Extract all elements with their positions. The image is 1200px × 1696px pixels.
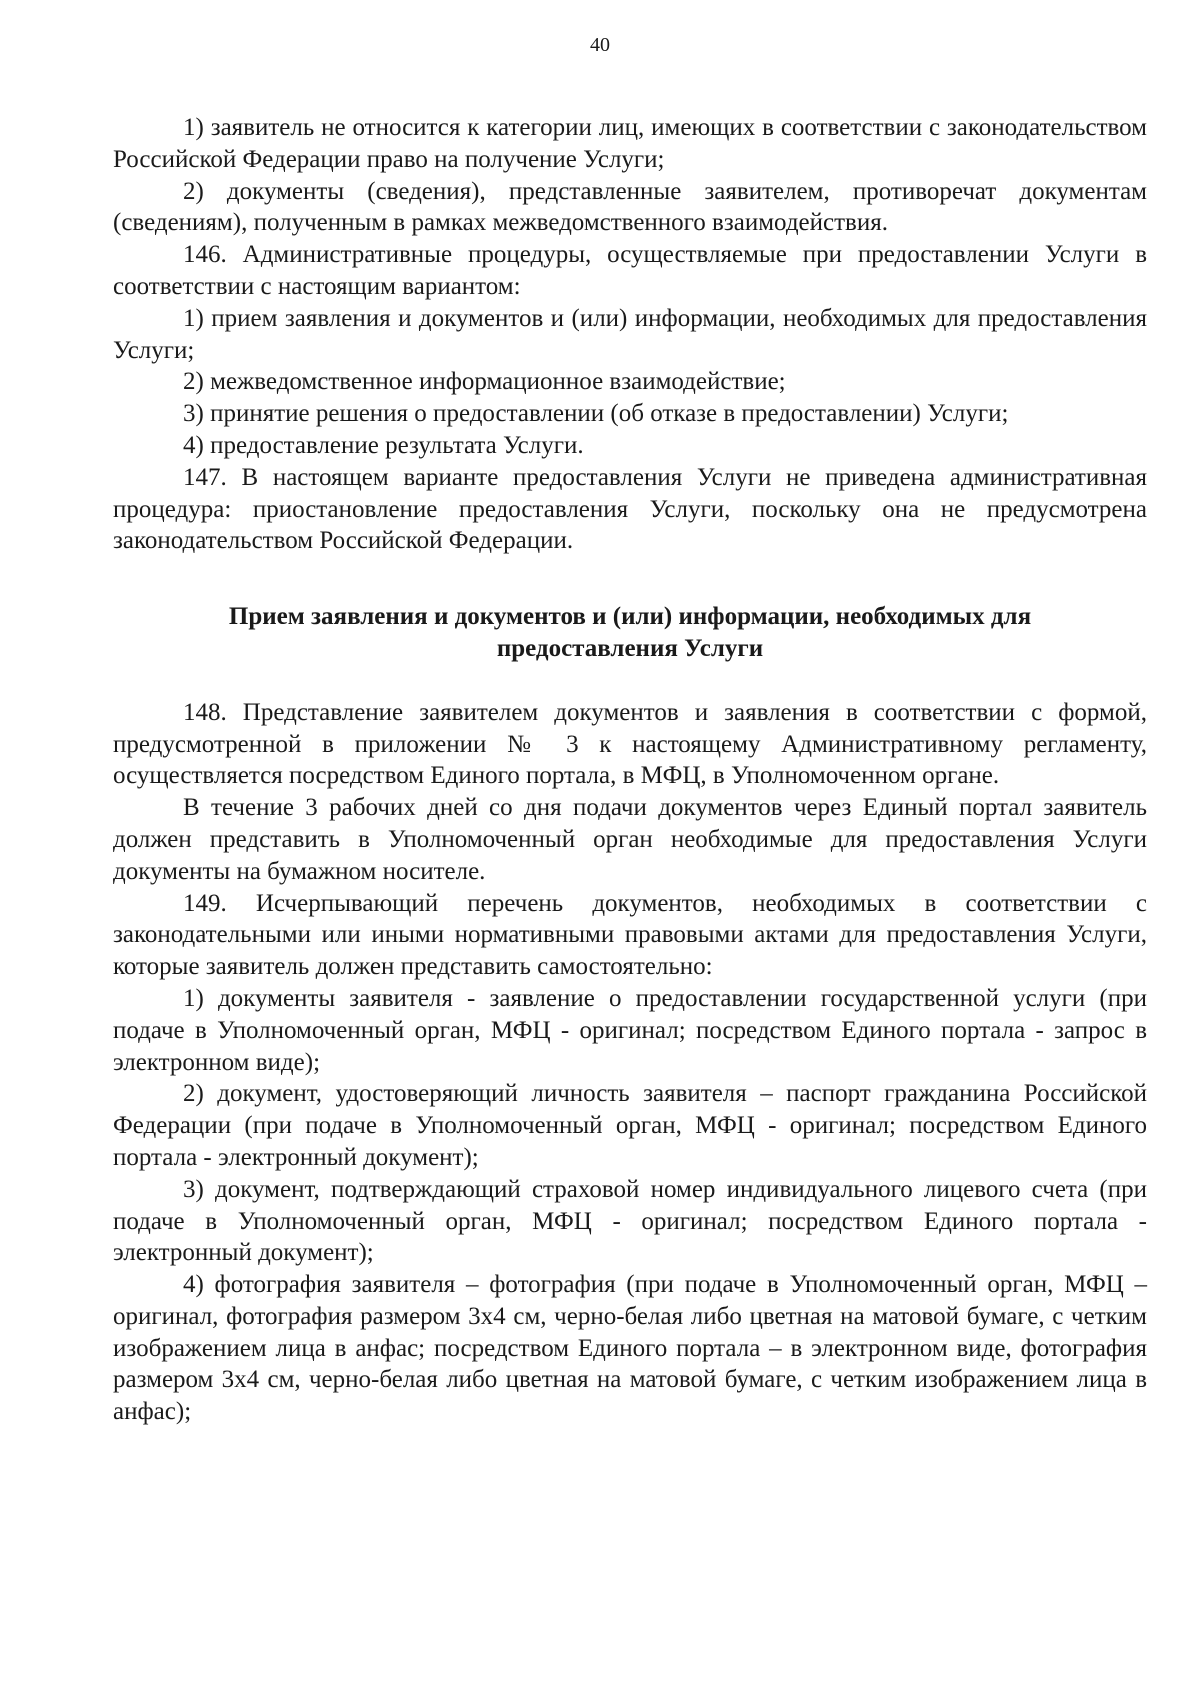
paragraph: 2) межведомственное информационное взаимодействие; xyxy=(183,368,786,396)
page-number: 40 xyxy=(590,34,610,56)
paragraph: 1) прием заявления и документов и (или) информации, необходимых для предоставления Услуги; xyxy=(113,304,1147,364)
paragraph: 4) фотография заявителя – фотография (при подаче в Уполномоченный орган, МФЦ – оригинал, фотография размером 3х4 см, черно-белая либо цветная на матовой бумаге, с четким изображением лица в анфас; посредством Единого портала – в электронном виде, фотография размером 3х4 см, черно-белая либо цветная на матовой бумаге, с четким изображением лица в анфас); xyxy=(113,1271,1147,1426)
paragraph: 149. Исчерпывающий перечень документов, необходимых в соответствии с законодательными или иными нормативными правовыми актами для предоставления Услуги, которые заявитель должен представить самостоятельно: xyxy=(113,889,1147,981)
document-body xyxy=(113,112,1147,1428)
section-heading-line: Прием заявления и документов и (или) информации, необходимых для xyxy=(228,603,1032,631)
paragraph: 4) предоставление результата Услуги. xyxy=(183,431,584,459)
paragraph: 1) заявитель не относится к категории лиц, имеющих в соответствии с законодательством Российской Федерации право на получение Услуги; xyxy=(113,114,1147,173)
paragraph: 2) документы (сведения), представленные заявителем, противоречат документам (сведениям), полученным в рамках межведомственного взаимодействия. xyxy=(113,177,1147,237)
section-documents xyxy=(113,697,1147,1428)
paragraph: 146. Административные процедуры, осуществляемые при предоставлении Услуги в соответствии с настоящим вариантом: xyxy=(113,241,1147,300)
paragraph: В течение 3 рабочих дней со дня подачи документов через Единый портал заявитель должен представить в Уполномоченный орган необходимые для предоставления Услуги документы на бумажном носителе. xyxy=(113,794,1147,885)
paragraph: 148. Представление заявителем документов и заявления в соответствии с формой, предусмотренной в приложении № 3 к настоящему Административному регламенту, осуществляется посредством Единого портала, в МФЦ, в Уполномоченном органе. xyxy=(113,698,1147,790)
paragraph: 3) принятие решения о предоставлении (об отказе в предоставлении) Услуги; xyxy=(183,400,1009,428)
section-heading xyxy=(113,601,1147,665)
paragraph: 1) документы заявителя - заявление о предоставлении государственной услуги (при подаче в Уполномоченный орган, МФЦ - оригинал; посредством Единого портала - запрос в электронном виде); xyxy=(113,984,1147,1076)
paragraph: 3) документ, подтверждающий страховой номер индивидуального лицевого счета (при подаче в Уполномоченный орган, МФЦ - оригинал; посредством Единого портала - электронный документ); xyxy=(113,1175,1147,1267)
section-heading-line: предоставления Услуги xyxy=(496,634,764,662)
section-procedures xyxy=(113,112,1147,557)
paragraph: 147. В настоящем варианте предоставления Услуги не приведена административная процедура: приостановление предоставления Услуги, поскольку она не предусмотрена законодательством Российской Федерации. xyxy=(113,463,1147,555)
paragraph: 2) документ, удостоверяющий личность заявителя – паспорт гражданина Российской Федерации (при подаче в Уполномоченный орган, МФЦ - оригинал; посредством Единого портала - электронный документ); xyxy=(113,1080,1147,1171)
